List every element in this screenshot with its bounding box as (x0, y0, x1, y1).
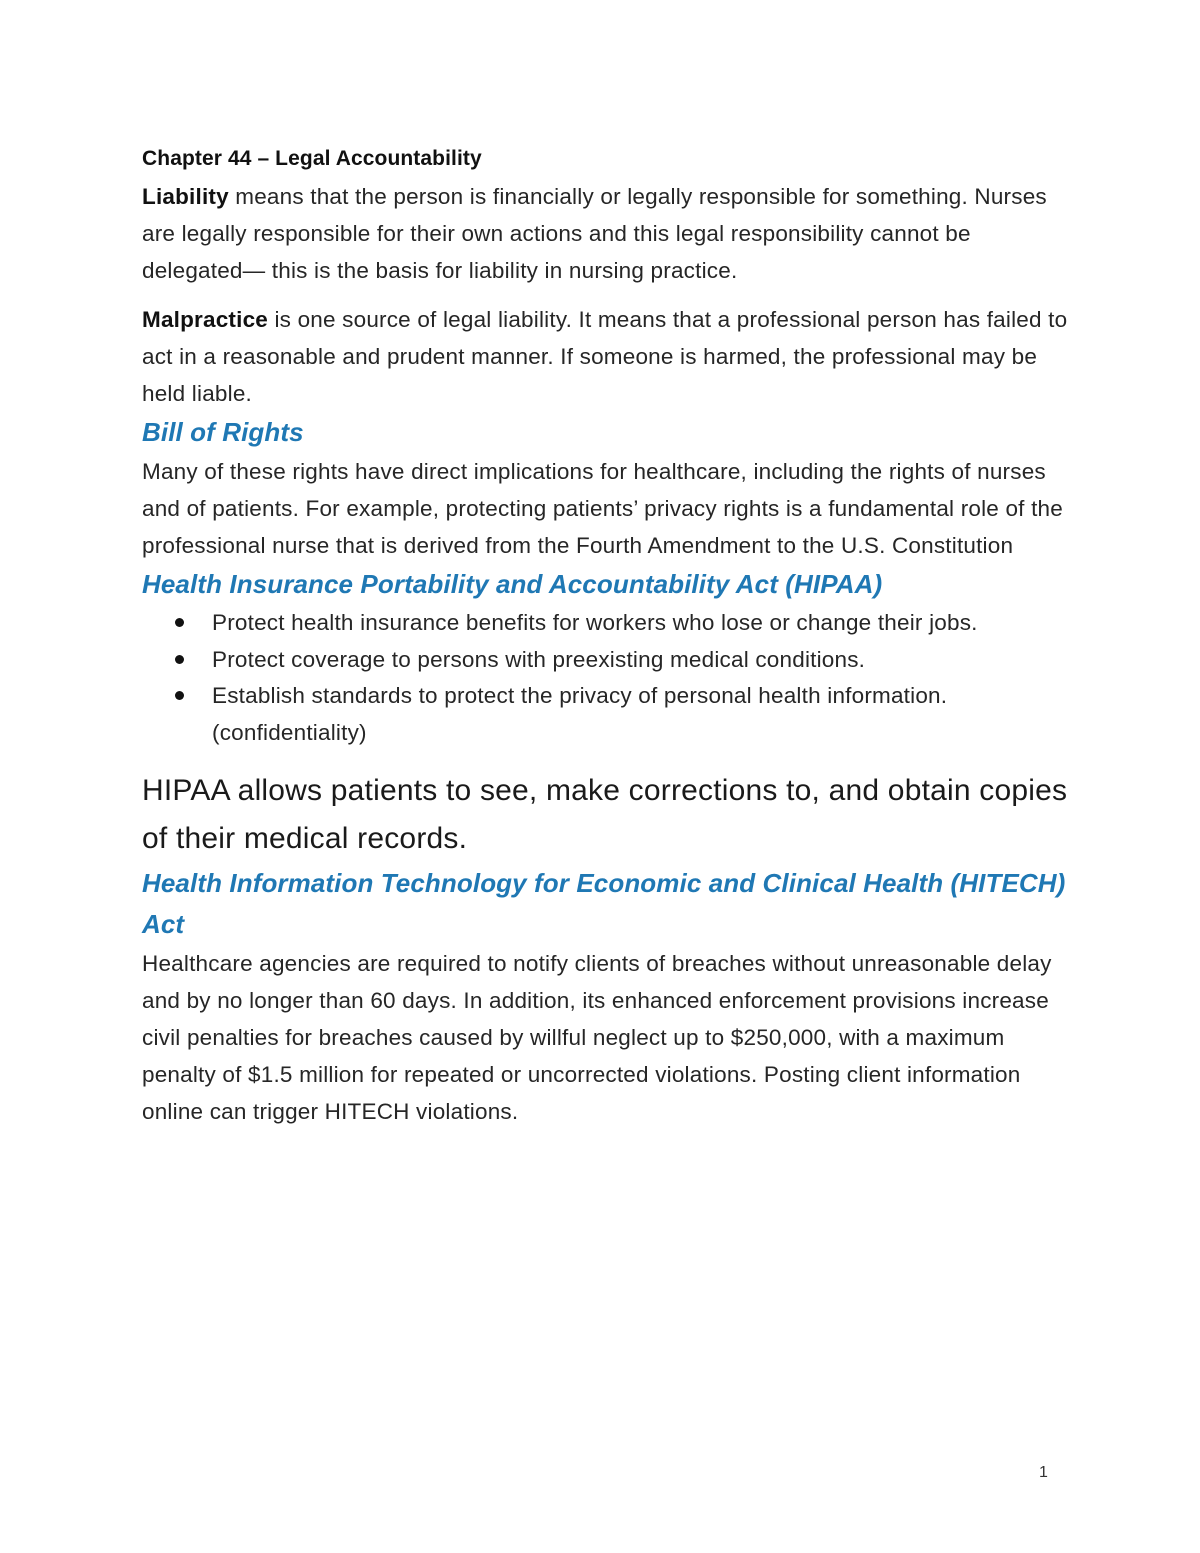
malpractice-term: Malpractice (142, 307, 269, 332)
bullet-icon (175, 655, 184, 664)
malpractice-definition: is one source of legal liability. It means that a professional person has failed to act in a reasonable and prudent manner. If someone is harmed, the professional may be held liable. (142, 307, 1068, 406)
liability-paragraph (142, 178, 1072, 289)
hitech-heading: Health Information Technology for Economic and Clinical Health (HITECH) Act (142, 868, 1066, 939)
hipaa-bullet-list (142, 605, 1072, 751)
hipaa-bullet-item (142, 678, 1072, 751)
hipaa-bullet-text: Establish standards to protect the privacy of personal health information. (confidentiality) (212, 683, 948, 745)
hipaa-bullet-text: Protect coverage to persons with preexisting medical conditions. (212, 646, 866, 672)
liability-definition: means that the person is financially or legally responsible for something. Nurses are legally responsible for their own actions and this legal responsibility cannot be delegated— this is the basis for liability in nursing practice. (142, 184, 1047, 283)
liability-term: Liability (142, 184, 229, 209)
document-content (142, 140, 1072, 1130)
hipaa-bullet-item (142, 605, 1072, 642)
bill-of-rights-paragraph: Many of these rights have direct implications for healthcare, including the rights of nurses and of patients. For example, protecting patients’ privacy rights is a fundamental role of the professional nurse that is derived from the Fourth Amendment to the U.S. Constitution (142, 459, 1063, 558)
hipaa-bullet-item (142, 642, 1072, 679)
hipaa-heading: Health Insurance Portability and Accountability Act (HIPAA) (142, 569, 883, 599)
hipaa-statement: HIPAA allows patients to see, make corrections to, and obtain copies of their medical records. (142, 774, 1068, 855)
page-number: 1 (1039, 1464, 1048, 1481)
hitech-paragraph: Healthcare agencies are required to notify clients of breaches without unreasonable delay and by no longer than 60 days. In addition, its enhanced enforcement provisions increase civil penalties for breaches caused by willful neglect up to $250,000, with a maximum penalty of $1.5 million for repeated or uncorrected violations. Posting client information online can trigger HITECH violations. (142, 951, 1052, 1124)
bullet-icon (175, 618, 184, 627)
hipaa-bullet-text: Protect health insurance benefits for workers who lose or change their jobs. (212, 610, 978, 635)
malpractice-paragraph (142, 301, 1072, 412)
bullet-icon (175, 691, 184, 700)
bill-of-rights-heading: Bill of Rights (142, 417, 304, 447)
chapter-title: Chapter 44 – Legal Accountability (142, 147, 482, 170)
